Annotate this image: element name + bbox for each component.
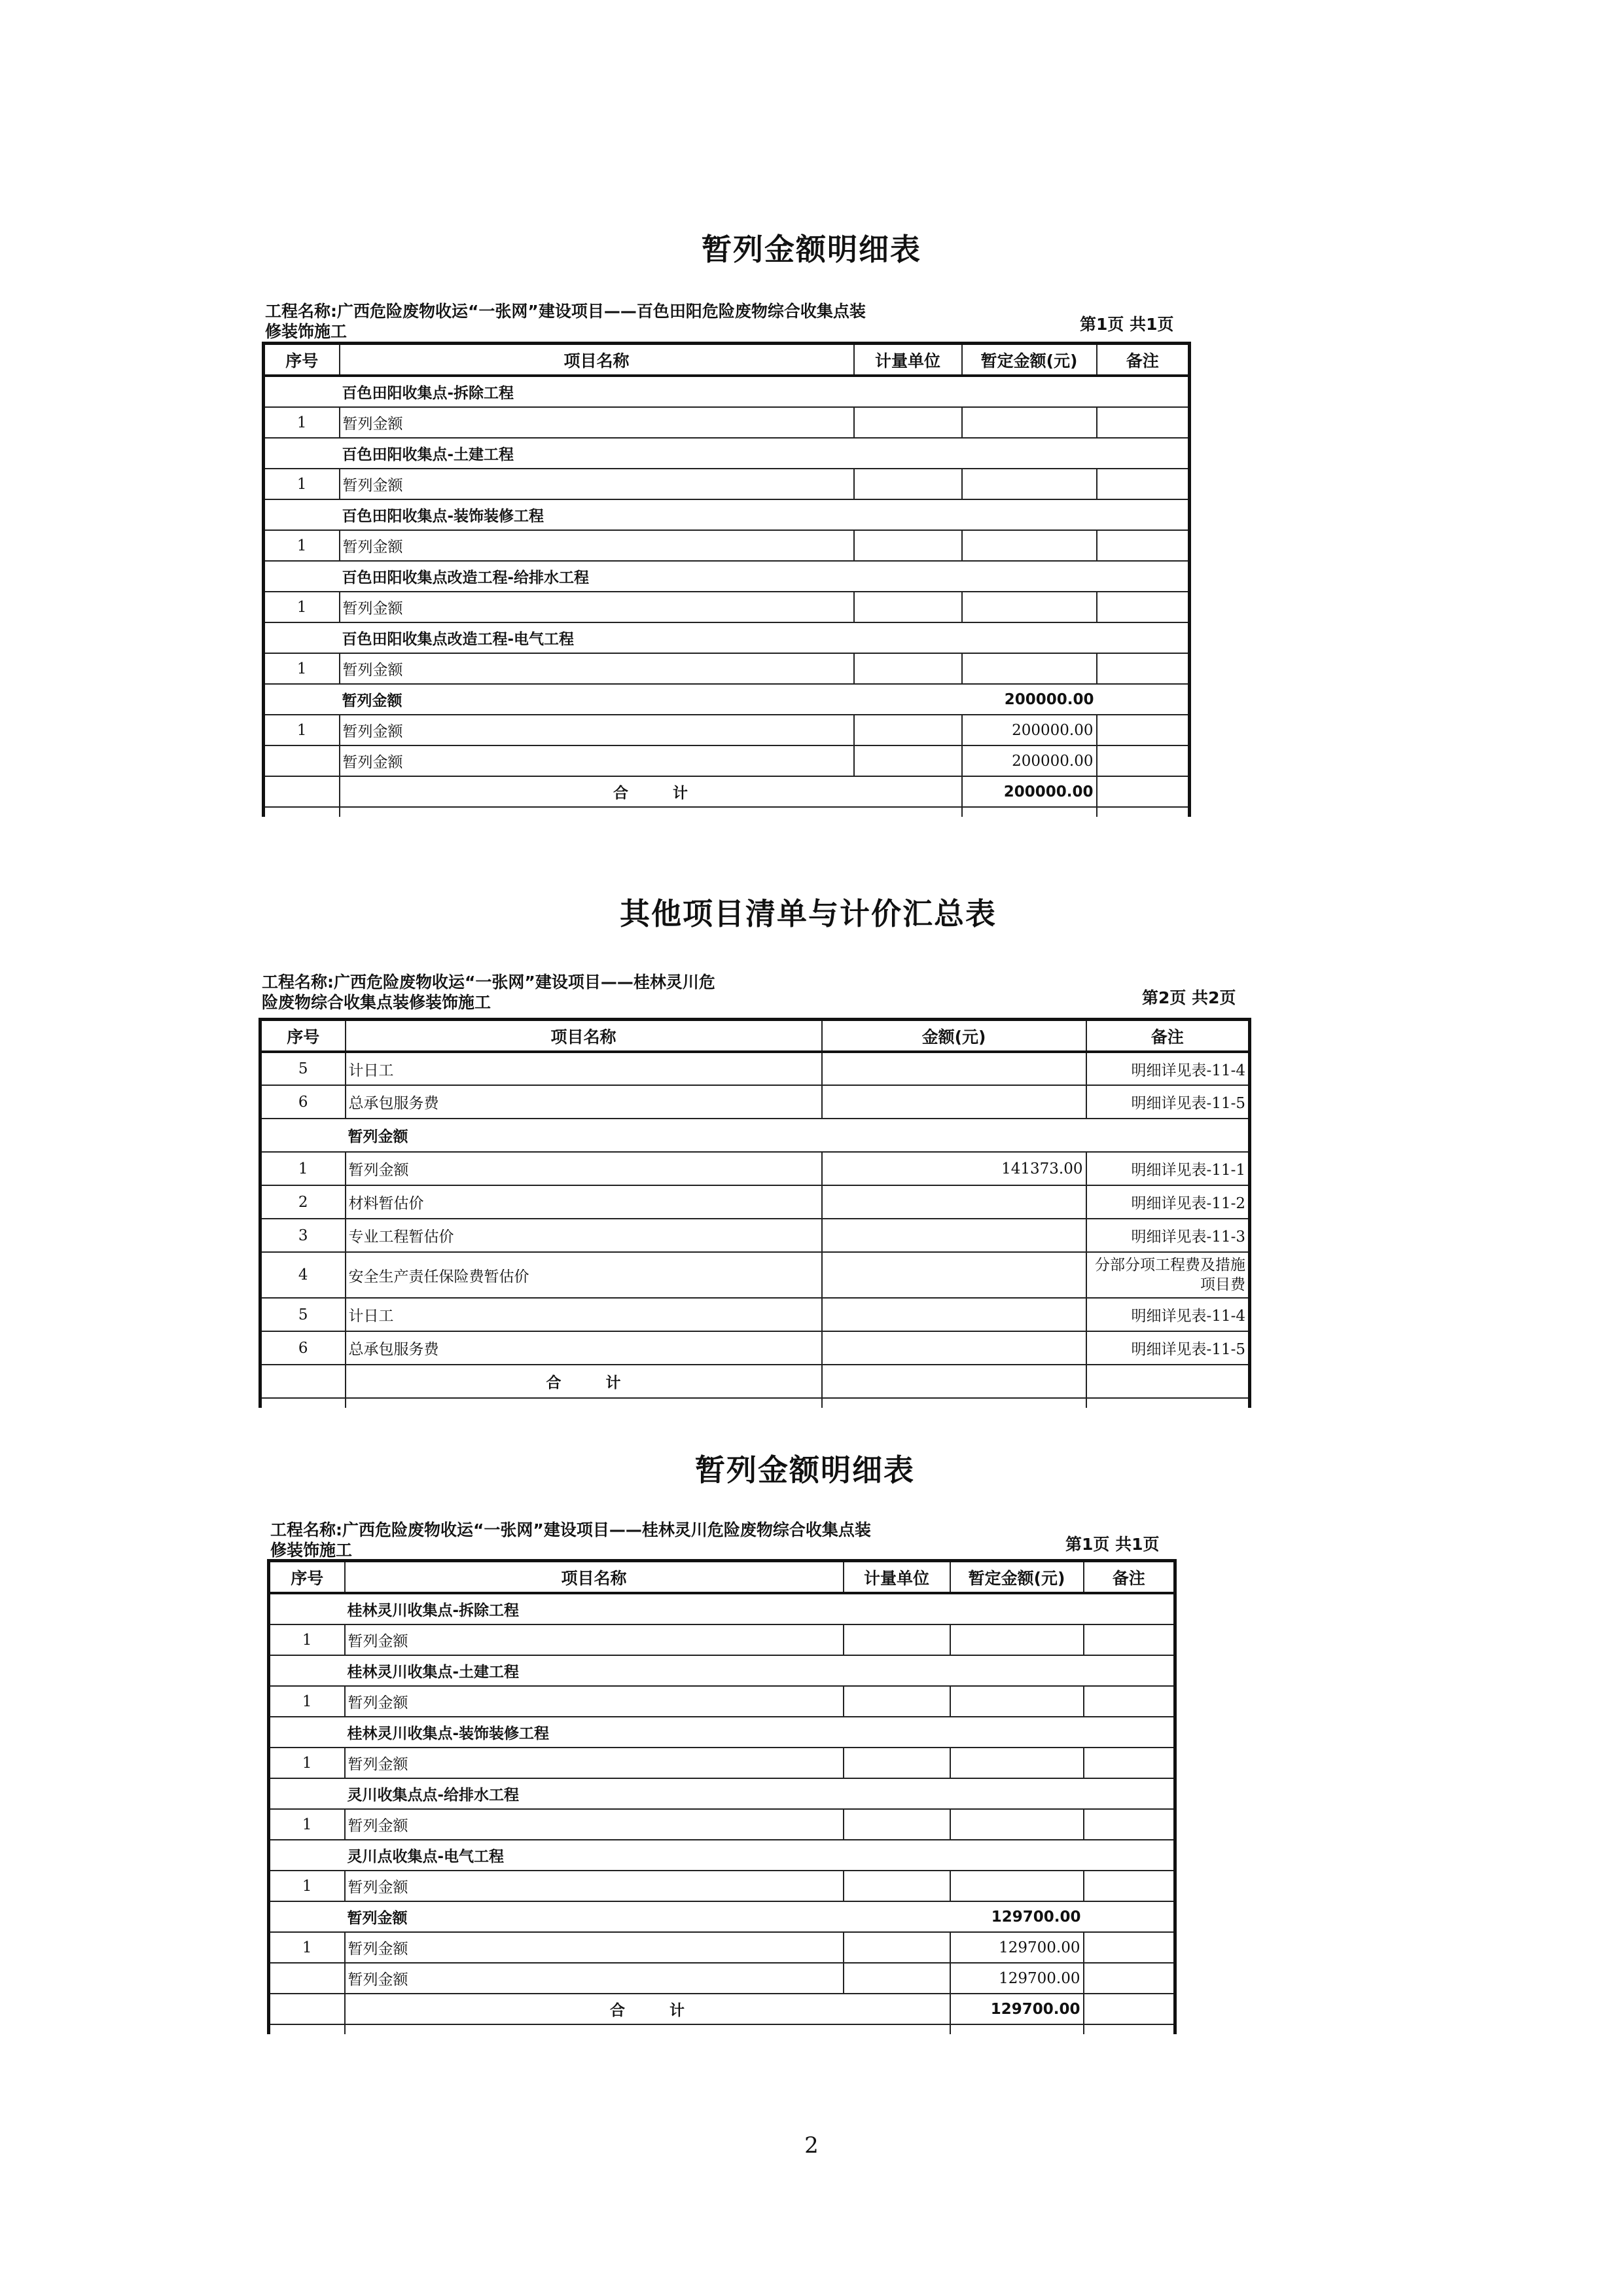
- table2-cell-name: 安全生产责任保险费暂估价: [346, 1252, 822, 1298]
- table2-row: [260, 1052, 1250, 1085]
- table1-group-label: 百色田阳收集点-拆除工程: [340, 376, 1190, 407]
- table2-cell-note: 明细详见表-11-1: [1086, 1152, 1250, 1185]
- table2-cell-amount: [822, 1052, 1086, 1085]
- table3-row: [269, 1871, 1175, 1901]
- table2-cell-note: 明细详见表-11-5: [1086, 1085, 1250, 1119]
- table2-row: [260, 1085, 1250, 1119]
- table1-summary-label: 暂列金额: [340, 684, 962, 715]
- table2-cell-note: 明细详见表-11-4: [1086, 1052, 1250, 1085]
- table2-row: [260, 1185, 1250, 1219]
- table1-header-name: 项目名称: [340, 344, 854, 376]
- table3-row: [269, 1809, 1175, 1840]
- table2-header-name: 项目名称: [346, 1020, 822, 1052]
- table1-cell-amount: 200000.00: [962, 715, 1097, 745]
- table3-header-amount: 暂定金额(元): [950, 1561, 1084, 1594]
- table3-group-label: 桂林灵川收集点-土建工程: [345, 1655, 1175, 1686]
- table3-cell-name: 暂列金额: [345, 1963, 844, 1994]
- table2-cell-no: 6: [260, 1085, 346, 1119]
- table2-cell-name: 计日工: [346, 1298, 822, 1331]
- table2-cell-no: 5: [260, 1298, 346, 1331]
- table2-cell-amount: [822, 1219, 1086, 1252]
- table1-group-label: 百色田阳收集点改造工程-给排水工程: [340, 561, 1190, 592]
- table2-row: [260, 1252, 1250, 1298]
- page-number: 2: [804, 2132, 819, 2159]
- table2-cell-no: 4: [260, 1252, 346, 1298]
- table1-cell-no: 1: [264, 653, 340, 684]
- table1-group-label: 百色田阳收集点改造工程-电气工程: [340, 622, 1190, 653]
- table1-total-label: 合 计: [340, 776, 962, 807]
- table1-group-label: 百色田阳收集点-土建工程: [340, 438, 1190, 469]
- table3-cell-no: 1: [269, 1871, 345, 1901]
- table1-cell-name: 暂列金额: [340, 407, 854, 438]
- table1-project-name: [265, 301, 959, 342]
- table2-cell-no: 2: [260, 1185, 346, 1219]
- table1-group-row: [264, 438, 1190, 469]
- table3-group-label: 灵川点收集点-电气工程: [345, 1840, 1175, 1871]
- table1-cell-no: 1: [264, 530, 340, 561]
- table2-cell-name: 专业工程暂估价: [346, 1219, 822, 1252]
- table2-group-label: 暂列金额: [346, 1119, 1250, 1152]
- table1-cell-no: 1: [264, 592, 340, 622]
- table2-cell-no: 5: [260, 1052, 346, 1085]
- table3-group-label: 桂林灵川收集点-拆除工程: [345, 1593, 1175, 1624]
- table3-cell-name: 暂列金额: [345, 1932, 844, 1963]
- table3-summary-row: [269, 1901, 1175, 1932]
- table2-cell-note: 明细详见表-11-2: [1086, 1185, 1250, 1219]
- table3-cell-amount: 129700.00: [950, 1963, 1084, 1994]
- table3-summary-amount: 129700.00: [950, 1901, 1084, 1932]
- table1-total-row: [264, 776, 1190, 807]
- table2-cell-no: 1: [260, 1152, 346, 1185]
- table3-header-name: 项目名称: [345, 1561, 844, 1594]
- table1-cell-no: 1: [264, 407, 340, 438]
- table2-cell-note: 明细详见表-11-3: [1086, 1219, 1250, 1252]
- table3-cell-no: 1: [269, 1748, 345, 1778]
- table3-project-name: [270, 1520, 964, 1560]
- table1: [262, 342, 1191, 817]
- table2-total-row: [260, 1365, 1250, 1398]
- table3-group-label: 灵川收集点点-给排水工程: [345, 1778, 1175, 1809]
- table3-group-row: [269, 1778, 1175, 1809]
- table3-header-unit: 计量单位: [844, 1561, 950, 1594]
- table2-title: 其他项目清单与计价汇总表: [620, 896, 997, 931]
- table2-cell-note: 明细详见表-11-4: [1086, 1298, 1250, 1331]
- table1-cell-name: 暂列金额: [340, 469, 854, 499]
- table1-row: [264, 530, 1190, 561]
- table3-project-line1: 工程名称:广西危险废物收运“一张网”建设项目——桂林灵川危险废物综合收集点装: [270, 1520, 871, 1539]
- table2-group-row: [260, 1119, 1250, 1152]
- table1-row: [264, 653, 1190, 684]
- table3-cell-name: 暂列金额: [345, 1871, 844, 1901]
- table1-cell-name: 暂列金额: [340, 715, 854, 745]
- table2: [259, 1018, 1251, 1408]
- table3-cell-name: 暂列金额: [345, 1748, 844, 1778]
- table2-row: [260, 1219, 1250, 1252]
- table3-cell-no: 1: [269, 1686, 345, 1717]
- table2-header-row: [260, 1020, 1250, 1052]
- table1-cell-name: 暂列金额: [340, 653, 854, 684]
- table1-cell-name: 暂列金额: [340, 592, 854, 622]
- table2-row: [260, 1152, 1250, 1185]
- table2-header-no: 序号: [260, 1020, 346, 1052]
- table3-project-line2: 修装饰施工: [270, 1541, 353, 1560]
- table1-project-line1: 工程名称:广西危险废物收运“一张网”建设项目——百色田阳危险废物综合收集点装: [265, 302, 866, 321]
- table2-cell-name: 总承包服务费: [346, 1331, 822, 1365]
- table2-cell-note: 分部分项工程费及措施项目费: [1086, 1252, 1250, 1298]
- table2-header-note: 备注: [1086, 1020, 1250, 1052]
- table3-header-row: [269, 1561, 1175, 1594]
- table2-cell-amount: [822, 1298, 1086, 1331]
- table2-cell-amount: [822, 1331, 1086, 1365]
- table2-cell-no: 3: [260, 1219, 346, 1252]
- table2-page-info: 第2页 共2页: [1142, 988, 1236, 1007]
- table3-cell-no: 1: [269, 1932, 345, 1963]
- table1-header-no: 序号: [264, 344, 340, 376]
- table3-total-label: 合 计: [345, 1994, 950, 2024]
- table1-group-row: [264, 376, 1190, 407]
- table2-cell-amount: 141373.00: [822, 1152, 1086, 1185]
- table1-project-line2: 修装饰施工: [265, 322, 348, 341]
- table3-row: [269, 1686, 1175, 1717]
- table1-cell-name: 暂列金额: [340, 745, 854, 776]
- table1-cell-no: 1: [264, 469, 340, 499]
- table3-row: [269, 1932, 1175, 1963]
- table3-row: [269, 1624, 1175, 1655]
- table1-group-row: [264, 622, 1190, 653]
- table3-cell-no: 1: [269, 1624, 345, 1655]
- table1-group-row: [264, 561, 1190, 592]
- table3-row: [269, 1963, 1175, 1994]
- table3-header-no: 序号: [269, 1561, 345, 1594]
- table3-group-row: [269, 1593, 1175, 1624]
- table2-cell-name: 材料暂估价: [346, 1185, 822, 1219]
- table2-cell-no: 6: [260, 1331, 346, 1365]
- table3-header-note: 备注: [1084, 1561, 1175, 1594]
- table3-group-label: 桂林灵川收集点-装饰装修工程: [345, 1717, 1175, 1748]
- table2-cell-amount: [822, 1185, 1086, 1219]
- table1-row: [264, 715, 1190, 745]
- table2-project-name: [262, 972, 851, 1013]
- table2-row: [260, 1298, 1250, 1331]
- table2-cell-amount: [822, 1085, 1086, 1119]
- table3-cell-name: 暂列金额: [345, 1809, 844, 1840]
- table2-cell-name: 暂列金额: [346, 1152, 822, 1185]
- table1-summary-row: [264, 684, 1190, 715]
- table1-header-amount: 暂定金额(元): [962, 344, 1097, 376]
- table1-header-note: 备注: [1097, 344, 1190, 376]
- table2-project-line2: 险废物综合收集点装修装饰施工: [262, 993, 491, 1012]
- table3-total-row: [269, 1994, 1175, 2024]
- table1-title: 暂列金额明细表: [702, 232, 921, 267]
- table3-cell-name: 暂列金额: [345, 1686, 844, 1717]
- table3: [267, 1559, 1177, 2034]
- table3-group-row: [269, 1717, 1175, 1748]
- table2-cell-name: 计日工: [346, 1052, 822, 1085]
- table2-cell-note: 明细详见表-11-5: [1086, 1331, 1250, 1365]
- table2-cell-name: 总承包服务费: [346, 1085, 822, 1119]
- table1-page-info: 第1页 共1页: [1080, 315, 1174, 334]
- table2-project-line1: 工程名称:广西危险废物收运“一张网”建设项目——桂林灵川危: [262, 973, 715, 992]
- table1-summary-amount: 200000.00: [962, 684, 1097, 715]
- table3-summary-label: 暂列金额: [345, 1901, 950, 1932]
- table1-row: [264, 592, 1190, 622]
- table2-total-label: 合 计: [346, 1365, 822, 1398]
- table1-cell-amount: 200000.00: [962, 745, 1097, 776]
- table2-row: [260, 1331, 1250, 1365]
- table3-cell-name: 暂列金额: [345, 1624, 844, 1655]
- table1-row: [264, 407, 1190, 438]
- table1-header-unit: 计量单位: [854, 344, 962, 376]
- table3-title: 暂列金额明细表: [695, 1452, 915, 1488]
- table3-total-amount: 129700.00: [950, 1994, 1084, 2024]
- table3-page-info: 第1页 共1页: [1065, 1535, 1160, 1554]
- table3-group-row: [269, 1655, 1175, 1686]
- table3-group-row: [269, 1840, 1175, 1871]
- table1-group-row: [264, 499, 1190, 530]
- table1-total-amount: 200000.00: [962, 776, 1097, 807]
- table1-row: [264, 469, 1190, 499]
- table1-cell-no: 1: [264, 715, 340, 745]
- table1-row: [264, 745, 1190, 776]
- table3-cell-no: 1: [269, 1809, 345, 1840]
- table3-cell-amount: 129700.00: [950, 1932, 1084, 1963]
- table1-cell-name: 暂列金额: [340, 530, 854, 561]
- table2-header-amount: 金额(元): [822, 1020, 1086, 1052]
- table1-group-label: 百色田阳收集点-装饰装修工程: [340, 499, 1190, 530]
- table1-header-row: [264, 344, 1190, 376]
- table3-row: [269, 1748, 1175, 1778]
